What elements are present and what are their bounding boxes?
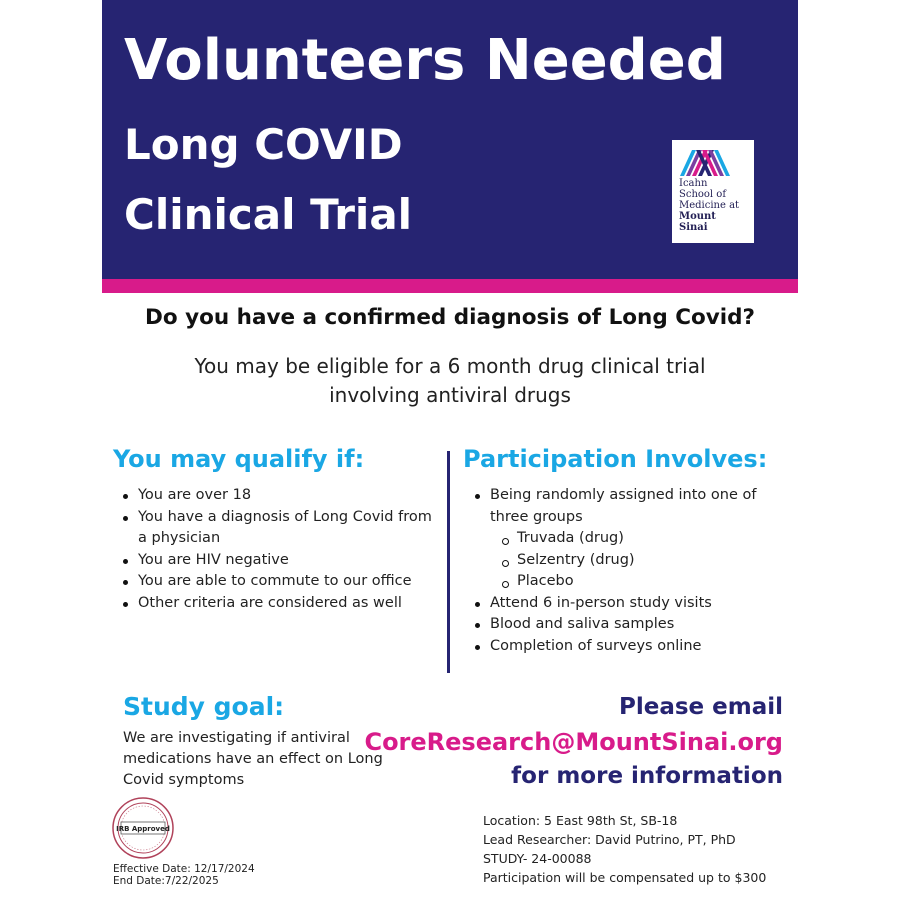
list-item: You are HIV negative <box>121 550 441 572</box>
study-goal-text: We are investigating if antiviral medications have an effect on Long Covid symptoms <box>123 730 383 788</box>
list-item: Other criteria are considered as well <box>121 593 441 615</box>
location-text: Location: 5 East 98th St, SB-18 <box>483 813 678 828</box>
qualify-heading: You may qualify if: <box>113 445 365 473</box>
effective-date: Effective Date: 12/17/2024 <box>113 863 255 875</box>
subtitle-line-1: Long COVID <box>124 120 403 169</box>
involves-list <box>473 485 793 657</box>
logo-line: Medicine at <box>679 200 740 211</box>
contact-prompt: Please email <box>618 694 783 720</box>
subtitle-line-2: Clinical Trial <box>124 190 413 239</box>
logo-line: Sinai <box>679 222 708 233</box>
logo-line: Mount <box>679 211 716 222</box>
qualify-list <box>121 485 441 614</box>
end-date: End Date:7/22/2025 <box>113 875 219 887</box>
header-banner <box>102 0 798 279</box>
logo-wordmark <box>679 178 753 233</box>
column-divider <box>447 451 450 673</box>
list-item-text: Being randomly assigned into one of three groups <box>490 487 757 525</box>
contact-more-info: for more information <box>511 763 783 789</box>
researcher-text: Lead Researcher: David Putrino, PT, PhD <box>483 832 736 847</box>
involves-heading: Participation Involves: <box>463 445 768 473</box>
list-item: Attend 6 in-person study visits <box>473 593 793 615</box>
eligibility-text <box>0 352 900 410</box>
list-item <box>473 485 793 593</box>
group-item: Placebo <box>500 571 793 593</box>
eligibility-line-2: involving antiviral drugs <box>329 383 571 407</box>
groups-list <box>490 528 793 593</box>
irb-seal-icon <box>112 797 174 859</box>
logo-line: School of <box>679 189 727 200</box>
group-item: Selzentry (drug) <box>500 550 793 572</box>
list-item: Blood and saliva samples <box>473 614 793 636</box>
eligibility-line-1: You may be eligible for a 6 month drug clinical trial <box>194 354 706 378</box>
logo-line: Icahn <box>679 178 708 189</box>
list-item: Completion of surveys online <box>473 636 793 658</box>
mount-sinai-logo <box>672 140 754 243</box>
list-item: You are over 18 <box>121 485 441 507</box>
study-goal-heading: Study goal: <box>123 692 285 721</box>
page-title: Volunteers Needed <box>124 28 726 93</box>
irb-dates <box>113 863 255 887</box>
mount-sinai-logo-icon <box>680 146 744 176</box>
study-details <box>483 811 766 887</box>
contact-email-link[interactable]: CoreResearch@MountSinai.org <box>364 728 783 756</box>
diagnosis-question: Do you have a confirmed diagnosis of Long Covid? <box>144 305 756 330</box>
accent-bar <box>102 279 798 293</box>
group-item: Truvada (drug) <box>500 528 793 550</box>
irb-badge-text: IRB Approved <box>116 825 170 833</box>
study-id-text: STUDY- 24-00088 <box>483 851 592 866</box>
compensation-text: Participation will be compensated up to $300 <box>483 870 767 885</box>
list-item: You have a diagnosis of Long Covid from a physician <box>121 507 441 550</box>
list-item: You are able to commute to our office <box>121 571 441 593</box>
